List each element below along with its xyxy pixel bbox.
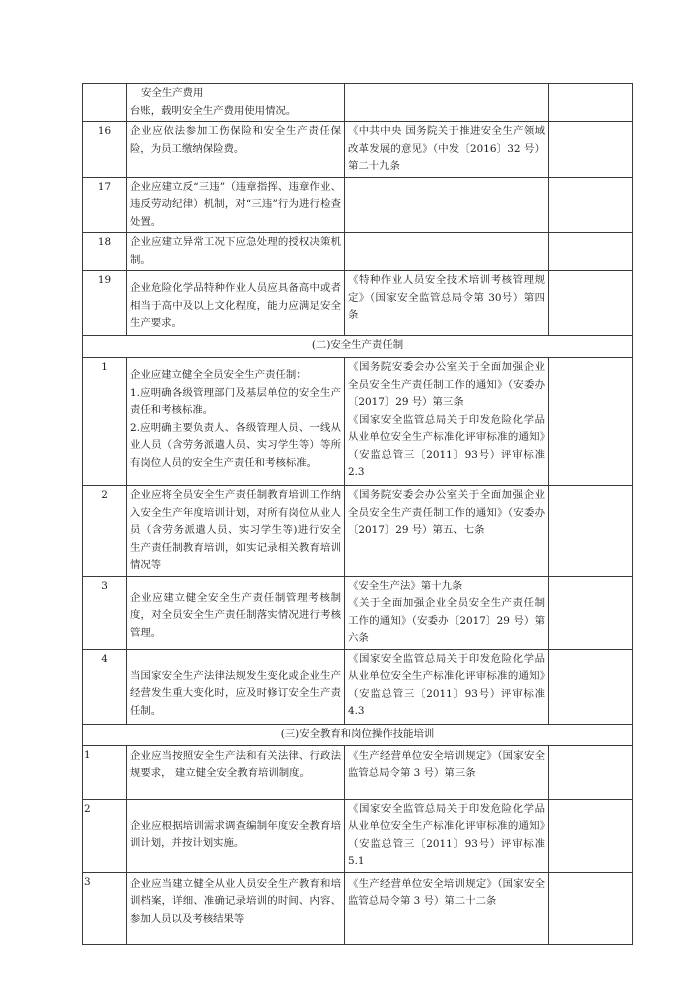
requirement-text: 企业应当建立健全从业人员安全生产教育和培训档案，详细、准确记录培训的时间、内容、参加人员以及考核结果等 bbox=[127, 872, 345, 944]
requirement-text: 企业应将全员安全生产责任制教育培训工作纳入安全生产年度培训计划，对所有岗位从业人员（含劳务派遣人员、实习学生等)进行安全生产责任制教育培训，如实记录相关教育培训情况等 bbox=[127, 486, 345, 577]
row-number: 3 bbox=[83, 576, 127, 649]
table-row bbox=[83, 649, 633, 724]
requirement-text: 企业应建立异常工况下应急处理的授权决策机制。 bbox=[127, 233, 345, 271]
basis-text: 《生产经营单位安全培训规定》（国家安全监管总局令第 3 号）第二十二条 bbox=[345, 872, 549, 944]
requirement-text: 台账，载明安全生产费用使用情况。 bbox=[130, 104, 297, 117]
requirement-text: 当国家安全生产法律法规发生变化或企业生产经营发生重大变化时，应及时修订安全生产责任制。 bbox=[127, 649, 345, 724]
remark-cell bbox=[549, 872, 633, 944]
requirement-text: 2.应明确主要负责人、各级管理人员、一线从业人员（含劳务派遣人员、实习学生等）等所有岗位人员的安全生产责任和考核标准。 bbox=[130, 421, 341, 469]
table-row bbox=[83, 233, 633, 271]
remark-cell bbox=[549, 271, 633, 336]
requirement-text: 企业应建立反“三违”（违章指挥、违章作业、违反劳动纪律）机制，对“三违”行为进行检查处置。 bbox=[127, 177, 345, 233]
remark-cell bbox=[549, 122, 633, 178]
basis-cell bbox=[345, 358, 549, 486]
requirement-text: 企业应建立健全全员安全生产责任制： bbox=[130, 369, 307, 381]
basis-text: 《国家安全监管总局关于印发危险化学品从业单位安全生产标准化评审标准的通知》（安监总管三〔2011〕93号）评审标准 2.3 bbox=[348, 413, 545, 478]
table-row bbox=[83, 486, 633, 577]
section-header-row bbox=[83, 724, 633, 745]
requirement-text: 企业应建立健全安全生产责任制管理考核制度，对全员安全生产责任制落实情况进行考核管理。 bbox=[127, 576, 345, 649]
table-row bbox=[83, 358, 633, 486]
remark-cell bbox=[549, 576, 633, 649]
basis-text: 《国务院安委会办公室关于全面加强企业全员安全生产责任制工作的通知》（安委办〔2017〕29 号）第三条 bbox=[348, 361, 545, 408]
basis-cell bbox=[345, 233, 549, 271]
table-row bbox=[83, 122, 633, 178]
table-row bbox=[83, 271, 633, 336]
requirement-cell bbox=[127, 84, 345, 122]
requirement-text: 企业应根据培训需求调查编制年度安全教育培训计划，并按计划实施。 bbox=[127, 799, 345, 872]
remark-cell bbox=[549, 486, 633, 577]
table-row bbox=[83, 872, 633, 944]
requirement-text: 1.应明确各级管理部门及基层单位的安全生产责任和考核标准。 bbox=[130, 386, 341, 416]
requirement-text: 企业应依法参加工伤保险和安全生产责任保险，为员工缴纳保险费。 bbox=[127, 122, 345, 178]
remark-cell bbox=[549, 84, 633, 122]
row-number: 2 bbox=[83, 799, 127, 872]
remark-cell bbox=[549, 649, 633, 724]
basis-cell bbox=[345, 576, 549, 649]
section-title: (三)安全教育和岗位操作技能培训 bbox=[83, 724, 633, 745]
basis-text: 《国家安全监管总局关于印发危险化学品从业单位安全生产标准化评审标准的通知》（安监总管三〔2011〕93号）评审标准 4.3 bbox=[345, 649, 549, 724]
remark-cell bbox=[549, 358, 633, 486]
row-number: 1 bbox=[83, 358, 127, 486]
table-row bbox=[83, 745, 633, 799]
basis-text: 《安全生产法》第十九条 bbox=[348, 579, 463, 592]
remark-cell bbox=[549, 233, 633, 271]
table-row bbox=[83, 84, 633, 122]
basis-cell bbox=[345, 84, 549, 122]
section-header-row bbox=[83, 336, 633, 358]
table-row bbox=[83, 177, 633, 233]
requirement-cell bbox=[127, 358, 345, 486]
remark-cell bbox=[549, 745, 633, 799]
table-row bbox=[83, 799, 633, 872]
requirement-text: 企业应当按照安全生产法和有关法律、行政法规要求， 建立健全安全教育培训制度。 bbox=[127, 745, 345, 799]
basis-text: 《特种作业人员安全技术培训考核管理规定》（国家安全监管总局令第 30号）第四条 bbox=[345, 271, 549, 336]
remark-cell bbox=[549, 799, 633, 872]
section-title: (二)安全生产责任制 bbox=[83, 336, 633, 358]
row-number bbox=[83, 84, 127, 122]
basis-text: 《生产经营单位安全培训规定》（国家安全监管总局令第 3 号）第三条 bbox=[345, 745, 549, 799]
remark-cell bbox=[549, 177, 633, 233]
row-number: 16 bbox=[83, 122, 127, 178]
basis-cell bbox=[345, 177, 549, 233]
basis-text: 《国家安全监管总局关于印发危险化学品从业单位安全生产标准化评审标准的通知》（安监总管三〔2011〕93号）评审标准 5.1 bbox=[345, 799, 549, 872]
table-row bbox=[83, 576, 633, 649]
basis-text: 《关于全面加强企业全员安全生产责任制工作的通知》（安委办〔2017〕29 号）第六条 bbox=[348, 597, 545, 644]
row-number: 2 bbox=[83, 486, 127, 577]
row-number: 1 bbox=[83, 745, 127, 799]
row-number: 3 bbox=[83, 872, 127, 944]
row-number: 4 bbox=[83, 649, 127, 724]
row-number: 18 bbox=[83, 233, 127, 271]
basis-text: 《国务院安委会办公室关于全面加强企业全员安全生产责任制工作的通知》（安委办〔2017〕29 号）第五、七条 bbox=[345, 486, 549, 577]
row-number: 19 bbox=[83, 271, 127, 336]
requirement-text: 安全生产费用 bbox=[141, 87, 204, 99]
row-number: 17 bbox=[83, 177, 127, 233]
regulation-table bbox=[82, 83, 633, 945]
basis-text: 《中共中央 国务院关于推进安全生产领域改革发展的意见》（中发〔2016〕32 号）第二十九条 bbox=[345, 122, 549, 178]
requirement-text: 企业危险化学品特种作业人员应具备高中或者相当于高中及以上文化程度，能力应满足安全生产要求。 bbox=[127, 271, 345, 336]
